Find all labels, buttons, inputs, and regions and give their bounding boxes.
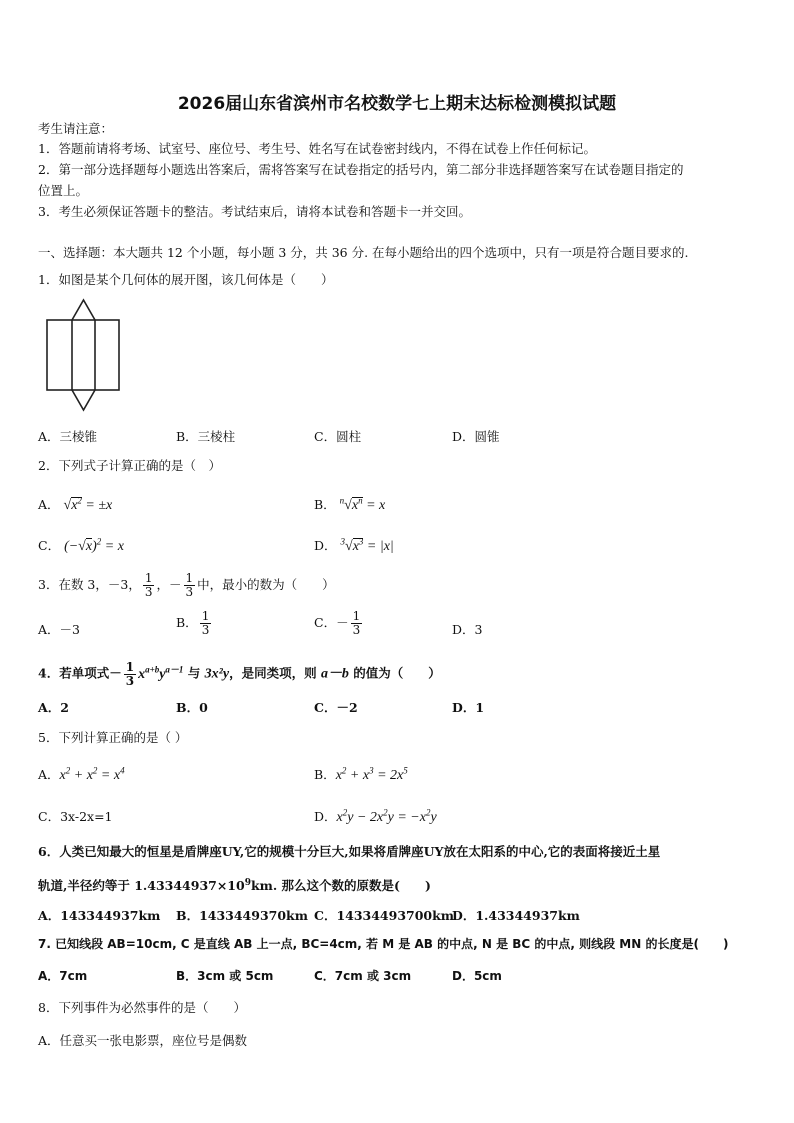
notice-item-2-cont: 位置上。 [38, 183, 89, 198]
notice-item-2: 2．第一部分选择题每小题选出答案后，需将答案写在试卷指定的括号内，第二部分非选择题答案写在试卷题目指定的 [38, 162, 684, 177]
q5-formula-b: $x^2 + x^3 = 2x^5$ [335, 765, 408, 783]
q2-formula-b: $^n√x^n = x$ [339, 495, 386, 513]
q2-rhs-b: = x [366, 498, 386, 513]
question-4-stem: 4．若单项式－ $\frac{1}{3}$ $x^{a+b}y^{a-1}$ 与 3x²y，是同类项，则 a－b 的值为（ ） [38, 659, 441, 688]
q4-monomial-2: 3x²y [204, 666, 230, 682]
q2-formula-a: $√x^2 = \pm x$ [63, 495, 113, 513]
q2-label-d: D． [314, 538, 337, 553]
q5-option-b: B．$x^2 + x^3 = 2x^5$ [314, 765, 408, 783]
question-6-line-1: 6．人类已知最大的恒星是盾牌座UY,它的规模十分巨大,如果将盾牌座UY放在太阳系的中心,它的表面将接近土星 [38, 844, 661, 859]
q3-option-c-fraction: $\frac{1}{3}$ [352, 609, 361, 637]
notice-item-1: 1．答题前请将考场、试室号、座位号、考生号、姓名写在试卷密封线内，不得在试卷上作任何标记。 [38, 141, 596, 156]
q1-option-d: D．圆锥 [452, 429, 500, 444]
q6-option-c: C．14334493700km [314, 908, 455, 923]
q3-fraction-positive: $\frac{1}{3}$ [144, 571, 153, 599]
q2-rhs-a: = ±x [85, 498, 113, 513]
q7-option-c: C．7cm 或 3cm [314, 969, 412, 983]
q4-option-c: C．－2 [314, 700, 358, 715]
q3-option-b-fraction: $\frac{1}{3}$ [201, 609, 210, 637]
question-6-line-2: 轨道,半径约等于 $1.43344937\times 10^9km$. 那么这个数的原数是( ) [38, 878, 431, 894]
page-title: 2026届山东省滨州市名校数学七上期末达标检测模拟试题 [177, 94, 617, 114]
q2-label-c: C． [38, 538, 61, 553]
q3-option-d: D．3 [452, 622, 483, 637]
q5-formula-a: $x^2 + x^2 = x^4$ [59, 765, 125, 783]
q6-option-d: D．1.43344937km [452, 908, 580, 923]
q3-neg-sign: － [169, 577, 182, 592]
q4-fraction: $\frac{1}{3}$ [125, 659, 135, 688]
q7-option-d: D．5cm [452, 969, 502, 983]
q3-option-c: C．－ $\frac{1}{3}$ [314, 609, 361, 637]
q7-option-b: B．3cm 或 5cm [176, 969, 274, 983]
q2-option-a [38, 495, 112, 514]
q5-option-d: D．$x^2y - 2x^2y = -x^2y$ [314, 807, 437, 825]
q2-rhs-c: = x [104, 539, 124, 554]
q1-option-c: C．圆柱 [314, 429, 362, 444]
notice-heading: 考生请注意： [38, 121, 114, 136]
section-heading: 一、选择题：本大题共 12 个小题，每小题 3 分，共 36 分. 在每小题给出的四个选项中，只有一项是符合题目要求的. [38, 245, 689, 260]
q5-option-a: A．$x^2 + x^2 = x^4$ [38, 765, 125, 783]
q2-option-c [38, 536, 124, 555]
q5-option-c: C．3x-2x=1 [38, 809, 113, 824]
q4-expression: a－b [320, 666, 349, 682]
q5-formula-d: $x^2y - 2x^2y = -x^2y$ [336, 807, 437, 825]
q4-monomial-1: $x^{a+b}y^{a-1}$ [138, 664, 184, 682]
q6-option-b: B．1433449370km [176, 908, 308, 923]
q3-stem-pre: 3．在数 3，－3， [38, 577, 141, 592]
question-8-stem: 8．下列事件为必然事件的是（ ） [38, 1000, 246, 1015]
q4-option-b: B．0 [176, 700, 208, 715]
q3-fraction-negative: $\frac{1}{3}$ [185, 571, 194, 599]
q2-rhs-d: = |x| [366, 539, 394, 554]
q3-option-a: A．－3 [38, 622, 80, 637]
q2-option-b [314, 495, 385, 514]
q6-option-a: A．143344937km [38, 908, 161, 923]
q3-option-b: B． $\frac{1}{3}$ [176, 609, 210, 637]
q7-option-a: A．7cm [38, 969, 88, 983]
question-5-stem: 5．下列计算正确的是（ ） [38, 730, 188, 745]
question-7-stem: 7. 已知线段 AB=10cm, C 是直线 AB 上一点, BC=4cm, 若 M 是 AB 的中点, N 是 BC 的中点, 则线段 MN 的长度是( ) [38, 937, 729, 951]
q2-label-b: B． [314, 497, 336, 512]
prism-net-figure [44, 298, 124, 414]
q2-option-d [314, 536, 394, 555]
q8-option-a: A．任意买一张电影票，座位号是偶数 [38, 1033, 248, 1048]
q4-option-a: A．2 [38, 700, 69, 715]
question-1-stem: 1．如图是某个几何体的展开图，该几何体是（ ） [38, 272, 334, 287]
q2-formula-d: $^3√x^3 = |x|$ [340, 536, 394, 554]
q2-label-a: A． [38, 497, 60, 512]
question-2-stem: 2．下列式子计算正确的是（ ） [38, 458, 221, 473]
question-3-stem: 3．在数 3，－3， $\frac{1}{3}$ ，－ $\frac{1}{3}$ 中，最小的数为（ ） [38, 571, 335, 599]
notice-item-3: 3．考生必须保证答题卡的整洁。考试结束后，请将本试卷和答题卡一并交回。 [38, 204, 471, 219]
q1-option-b: B．三棱柱 [176, 429, 236, 444]
q2-formula-c: $(-√x)^2 = x$ [64, 536, 124, 554]
q4-option-d: D．1 [452, 700, 485, 715]
q1-option-a: A．三棱锥 [38, 429, 98, 444]
q3-stem-post: 中，最小的数为（ ） [197, 577, 335, 592]
